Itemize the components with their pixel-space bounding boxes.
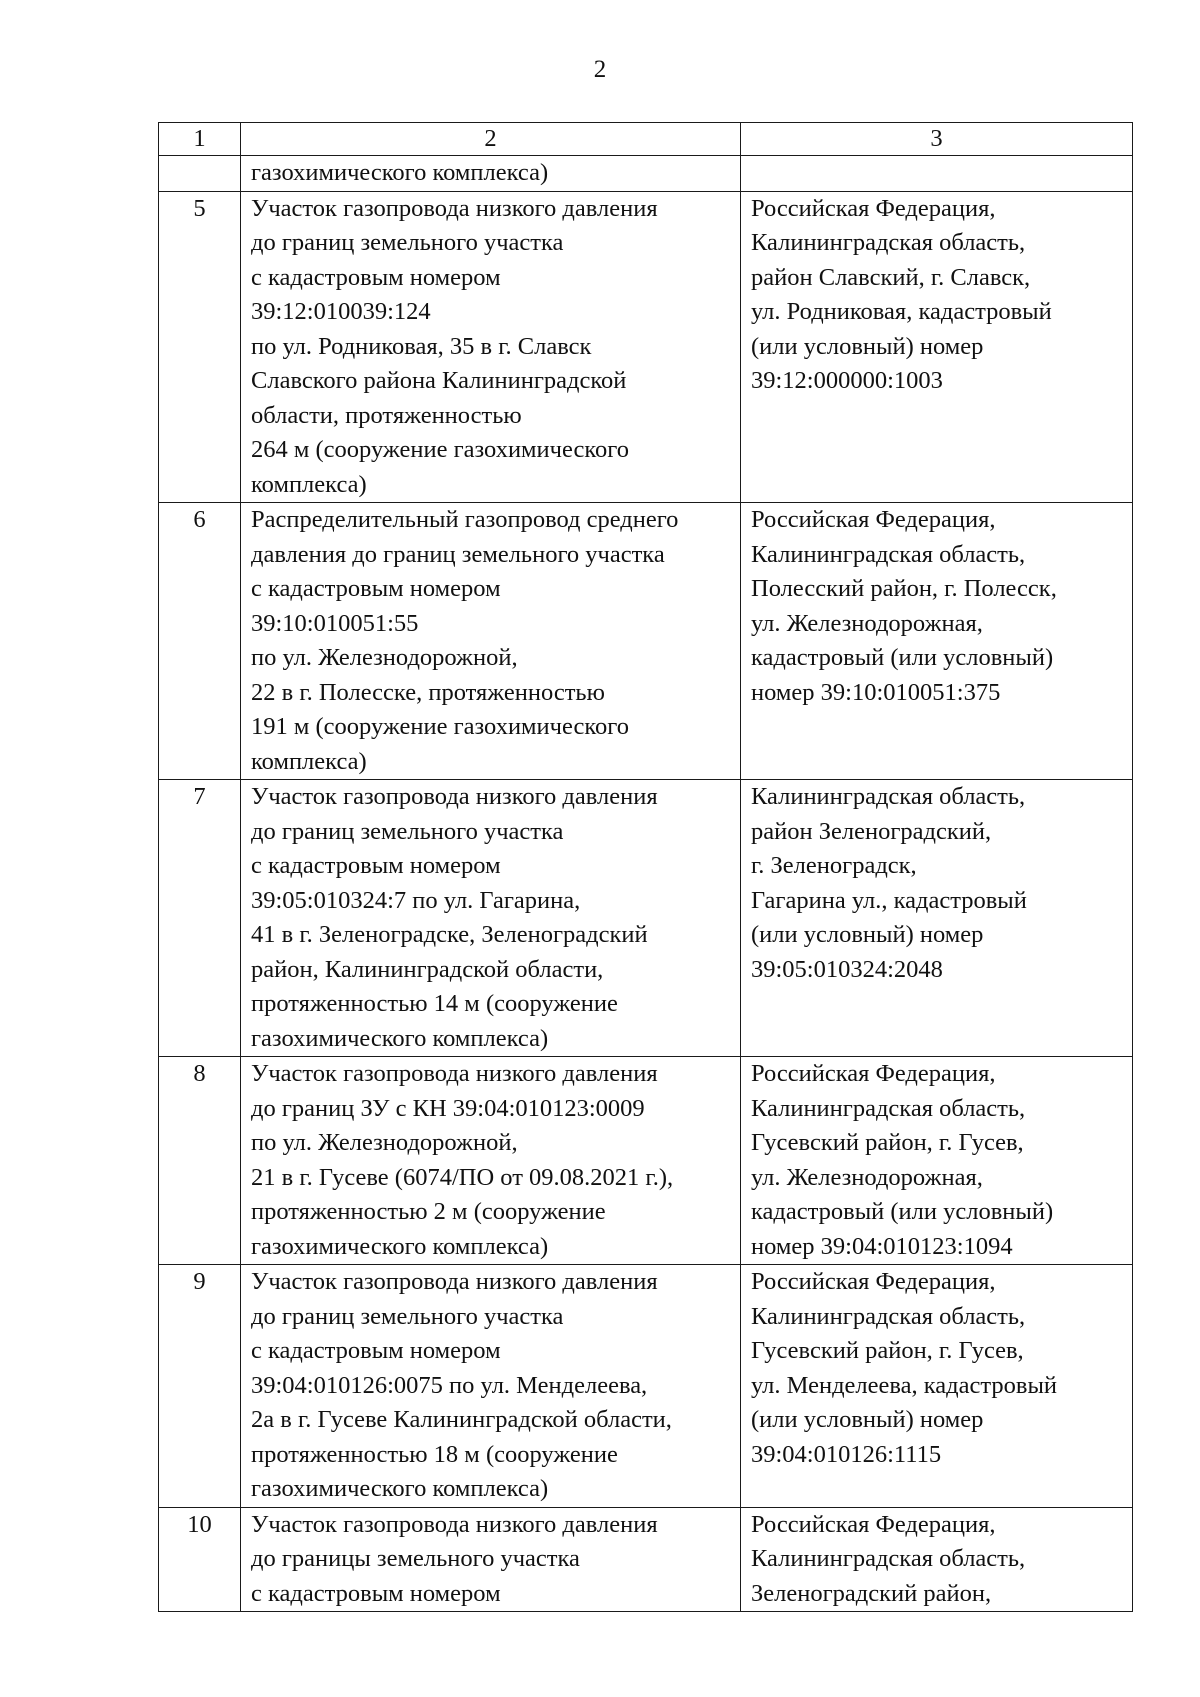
object-description-line: 41 в г. Зеленоградске, Зеленоградский bbox=[251, 921, 648, 948]
table-row bbox=[159, 503, 1133, 780]
object-address-line: 39:12:000000:1003 bbox=[751, 367, 943, 394]
object-description-line: 39:04:010126:0075 по ул. Менделеева, bbox=[251, 1371, 648, 1399]
object-address-line: номер 39:10:010051:375 bbox=[751, 678, 1001, 706]
object-address-line: Калининградская область, bbox=[751, 540, 1026, 568]
row-number: 8 bbox=[159, 1057, 241, 1265]
object-description-line: с кадастровым номером bbox=[251, 852, 501, 879]
object-description-line: Славского района Калининградской bbox=[251, 367, 627, 394]
object-address-line: номер 39:04:010123:1094 bbox=[751, 1232, 1013, 1260]
table-row bbox=[159, 156, 1133, 192]
object-description-line: по ул. Железнодорожной, bbox=[251, 644, 518, 671]
object-address-line: Калининградская область, bbox=[751, 229, 1026, 256]
object-address-cell bbox=[741, 780, 1133, 1057]
object-description-line: комплекса) bbox=[251, 470, 367, 498]
object-address-line: ул. Железнодорожная, bbox=[751, 1163, 983, 1191]
object-description-line: газохимического комплекса) bbox=[251, 159, 549, 186]
row-number: 6 bbox=[159, 503, 241, 780]
object-address-line: (или условный) номер bbox=[751, 1406, 984, 1433]
object-address-cell bbox=[741, 156, 1133, 192]
object-description-line: Участок газопровода низкого давления bbox=[251, 1268, 658, 1295]
object-description-line: 2а в г. Гусеве Калининградской области, bbox=[251, 1406, 672, 1433]
row-number: 9 bbox=[159, 1265, 241, 1508]
object-description-line: 264 м (сооружение газохимического bbox=[251, 436, 629, 463]
table-row bbox=[159, 1265, 1133, 1508]
object-description-line: с кадастровым номером bbox=[251, 1579, 501, 1607]
object-description-line: комплекса) bbox=[251, 747, 367, 775]
object-address-line: (или условный) номер bbox=[751, 921, 984, 948]
object-address-cell bbox=[741, 1265, 1133, 1508]
object-description-line: Участок газопровода низкого давления bbox=[251, 194, 658, 222]
object-description-cell bbox=[241, 780, 741, 1057]
object-address-line: г. Зеленоградск, bbox=[751, 852, 917, 879]
object-description-line: газохимического комплекса) bbox=[251, 1024, 549, 1052]
table-header-row bbox=[159, 123, 1133, 156]
object-description-line: до границы земельного участка bbox=[251, 1545, 580, 1572]
object-address-cell bbox=[741, 503, 1133, 780]
object-address-line: Российская Федерация, bbox=[751, 506, 996, 533]
object-address-line: ул. Менделеева, кадастровый bbox=[751, 1371, 1058, 1399]
object-address-cell bbox=[741, 1507, 1133, 1612]
object-description-line: с кадастровым номером bbox=[251, 575, 501, 602]
object-address-line: 39:04:010126:1115 bbox=[751, 1440, 942, 1468]
object-description-line: по ул. Родниковая, 35 в г. Славск bbox=[251, 332, 592, 360]
object-description-line: по ул. Железнодорожной, bbox=[251, 1129, 518, 1156]
object-description-line: Участок газопровода низкого давления bbox=[251, 1510, 658, 1538]
object-address-line: Зеленоградский район, bbox=[751, 1579, 992, 1607]
object-description-cell bbox=[241, 156, 741, 192]
header-cell-2: 2 bbox=[241, 123, 741, 156]
object-address-line: (или условный) номер bbox=[751, 332, 984, 360]
header-cell-1: 1 bbox=[159, 123, 241, 156]
object-address-line: ул. Родниковая, кадастровый bbox=[751, 298, 1052, 325]
object-address-line: Гагарина ул., кадастровый bbox=[751, 886, 1027, 914]
object-description-line: до границ земельного участка bbox=[251, 1302, 564, 1330]
object-description-line: 39:05:010324:7 по ул. Гагарина, bbox=[251, 886, 581, 914]
object-description-line: до границ земельного участка bbox=[251, 229, 564, 256]
table-row bbox=[159, 1507, 1133, 1612]
object-description-line: газохимического комплекса) bbox=[251, 1232, 549, 1260]
table-row bbox=[159, 191, 1133, 503]
object-address-line: ул. Железнодорожная, bbox=[751, 609, 983, 637]
object-description-line: 39:12:010039:124 bbox=[251, 298, 431, 325]
object-description-line: с кадастровым номером bbox=[251, 1337, 501, 1364]
object-description-line: протяженностью 14 м (сооружение bbox=[251, 990, 618, 1017]
object-address-line: Калининградская область, bbox=[751, 1302, 1026, 1330]
object-description-line: 39:10:010051:55 bbox=[251, 609, 419, 637]
object-address-line: кадастровый (или условный) bbox=[751, 1198, 1054, 1225]
object-address-line: 39:05:010324:2048 bbox=[751, 955, 943, 983]
object-description-cell bbox=[241, 1265, 741, 1508]
object-address-line: Гусевский район, г. Гусев, bbox=[751, 1337, 1024, 1364]
object-address-cell bbox=[741, 191, 1133, 503]
object-description-line: газохимического комплекса) bbox=[251, 1475, 549, 1502]
header-cell-3: 3 bbox=[741, 123, 1133, 156]
page-number: 2 bbox=[593, 56, 607, 83]
object-address-line: Гусевский район, г. Гусев, bbox=[751, 1129, 1024, 1156]
object-description-line: 22 в г. Полесске, протяженностью bbox=[251, 678, 605, 706]
table-row bbox=[159, 1057, 1133, 1265]
object-description-line: район, Калининградской области, bbox=[251, 955, 604, 983]
object-description-line: до границ земельного участка bbox=[251, 817, 564, 845]
object-description-line: Участок газопровода низкого давления bbox=[251, 1060, 658, 1087]
object-address-line: Российская Федерация, bbox=[751, 1060, 996, 1087]
row-number bbox=[159, 156, 241, 192]
object-description-line: Распределительный газопровод среднего bbox=[251, 506, 679, 533]
object-address-line: Российская Федерация, bbox=[751, 194, 996, 222]
object-address-line: Калининградская область, bbox=[751, 1094, 1026, 1122]
object-description-line: Участок газопровода низкого давления bbox=[251, 783, 658, 810]
objects-table bbox=[158, 122, 1133, 1612]
row-number: 10 bbox=[159, 1507, 241, 1612]
object-address-line: Калининградская область, bbox=[751, 1545, 1026, 1572]
object-description-line: с кадастровым номером bbox=[251, 263, 501, 291]
object-address-line: Полесский район, г. Полесск, bbox=[751, 575, 1057, 602]
object-address-line: район Славский, г. Славск, bbox=[751, 263, 1031, 291]
object-address-line: Калининградская область, bbox=[751, 783, 1026, 810]
table-row bbox=[159, 780, 1133, 1057]
object-description-line: давления до границ земельного участка bbox=[251, 540, 665, 568]
object-description-cell bbox=[241, 1507, 741, 1612]
object-description-line: протяженностью 2 м (сооружение bbox=[251, 1198, 606, 1225]
object-description-line: до границ ЗУ с КН 39:04:010123:0009 bbox=[251, 1094, 645, 1122]
object-description-line: 21 в г. Гусеве (6074/ПО от 09.08.2021 г.), bbox=[251, 1163, 674, 1191]
object-address-cell bbox=[741, 1057, 1133, 1265]
object-description-cell bbox=[241, 1057, 741, 1265]
object-address-line: кадастровый (или условный) bbox=[751, 644, 1054, 671]
object-description-cell bbox=[241, 503, 741, 780]
row-number: 7 bbox=[159, 780, 241, 1057]
object-description-line: 191 м (сооружение газохимического bbox=[251, 713, 629, 740]
object-address-line: район Зеленоградский, bbox=[751, 817, 992, 845]
row-number: 5 bbox=[159, 191, 241, 503]
object-address-line: Российская Федерация, bbox=[751, 1268, 996, 1295]
object-description-cell bbox=[241, 191, 741, 503]
object-description-line: области, протяженностью bbox=[251, 401, 522, 429]
object-description-line: протяженностью 18 м (сооружение bbox=[251, 1440, 618, 1468]
object-address-line: Российская Федерация, bbox=[751, 1510, 996, 1538]
